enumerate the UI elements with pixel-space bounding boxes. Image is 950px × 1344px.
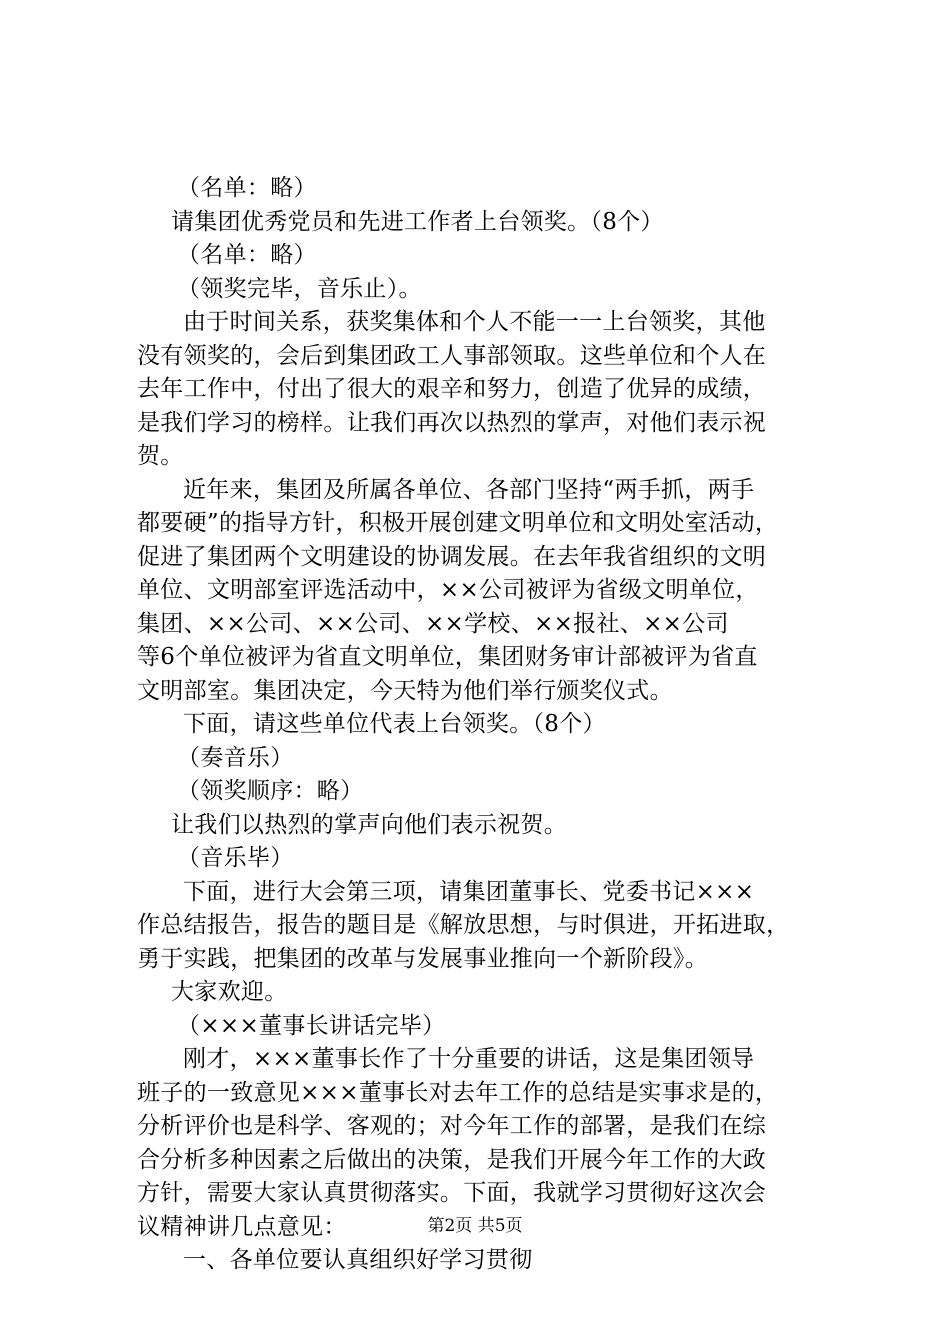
page-number-footer: 第2页 共5页: [427, 1216, 523, 1236]
text-line: （×××董事长讲话完毕）: [177, 1012, 446, 1039]
text-line: 刚才，×××董事长作了十分重要的讲话，这是集团领导: [183, 1046, 755, 1072]
text-line: 文明部室。集团决定，今天特为他们举行颁奖仪式。: [137, 677, 673, 704]
text-line: （名单：略）: [177, 175, 317, 201]
text-line: 方针，需要大家认真贯彻落实。下面，我就学习贯彻好这次会: [137, 1180, 767, 1206]
text-line: 合分析多种因素之后做出的决策，是我们开展今年工作的大政: [137, 1146, 767, 1173]
text-line: （领奖完毕，音乐止）。: [177, 275, 422, 302]
text-line: 去年工作中，付出了很大的艰辛和努力，创造了优异的成绩，: [137, 376, 767, 402]
text-line: 分析评价也是科学、客观的；对今年工作的部署，是我们在综: [137, 1113, 767, 1139]
text-line: 作总结报告，报告的题目是《解放思想，与时俱进，开拓进取，: [137, 912, 790, 938]
text-line: 近年来，集团及所属各单位、各部门坚持“两手抓，两手: [183, 476, 755, 503]
text-line: 由于时间关系，获奖集体和个人不能一一上台领奖，其他: [183, 309, 766, 335]
text-line: 请集团优秀党员和先进工作者上台领奖。（8个）: [171, 208, 664, 235]
text-line: 议精神讲几点意见：: [137, 1213, 347, 1240]
text-line: 勇于实践，把集团的改革与发展事业推向一个新阶段》。: [137, 945, 708, 972]
text-line: （名单：略）: [177, 242, 317, 268]
text-line: 单位、文明部室评选活动中，××公司被评为省级文明单位，: [137, 577, 759, 603]
text-line: 等6个单位被评为省直文明单位，集团财务审计部被评为省直: [137, 644, 758, 670]
text-line: （奏音乐）: [177, 744, 294, 771]
text-line: 集团、××公司、××公司、××学校、××报社、××公司: [137, 610, 729, 637]
text-line: 都要硬”的指导方针，积极开展创建文明单位和文明处室活动，: [137, 510, 779, 536]
text-line: （领奖顺序：略）: [177, 778, 364, 804]
text-line: 贺。: [137, 443, 184, 469]
text-line: 没有领奖的，会后到集团政工人事部领取。这些单位和个人在: [137, 342, 767, 369]
text-line: 大家欢迎。: [171, 979, 288, 1005]
text-line: 下面，请这些单位代表上台领奖。（8个）: [183, 711, 606, 737]
text-line: （音乐毕）: [177, 845, 294, 871]
document-body: [137, 172, 837, 1278]
text-line: 是我们学习的榜样。让我们再次以热烈的掌声，对他们表示祝: [137, 409, 767, 436]
text-line: 让我们以热烈的掌声向他们表示祝贺。: [171, 811, 568, 838]
text-line: 下面，进行大会第三项，请集团董事长、党委书记×××: [183, 878, 755, 905]
text-line: 促进了集团两个文明建设的协调发展。在去年我省组织的文明: [137, 543, 767, 570]
text-line: 一、各单位要认真组织好学习贯彻: [183, 1247, 533, 1273]
text-line: 班子的一致意见×××董事长对去年工作的总结是实事求是的，: [137, 1079, 779, 1106]
